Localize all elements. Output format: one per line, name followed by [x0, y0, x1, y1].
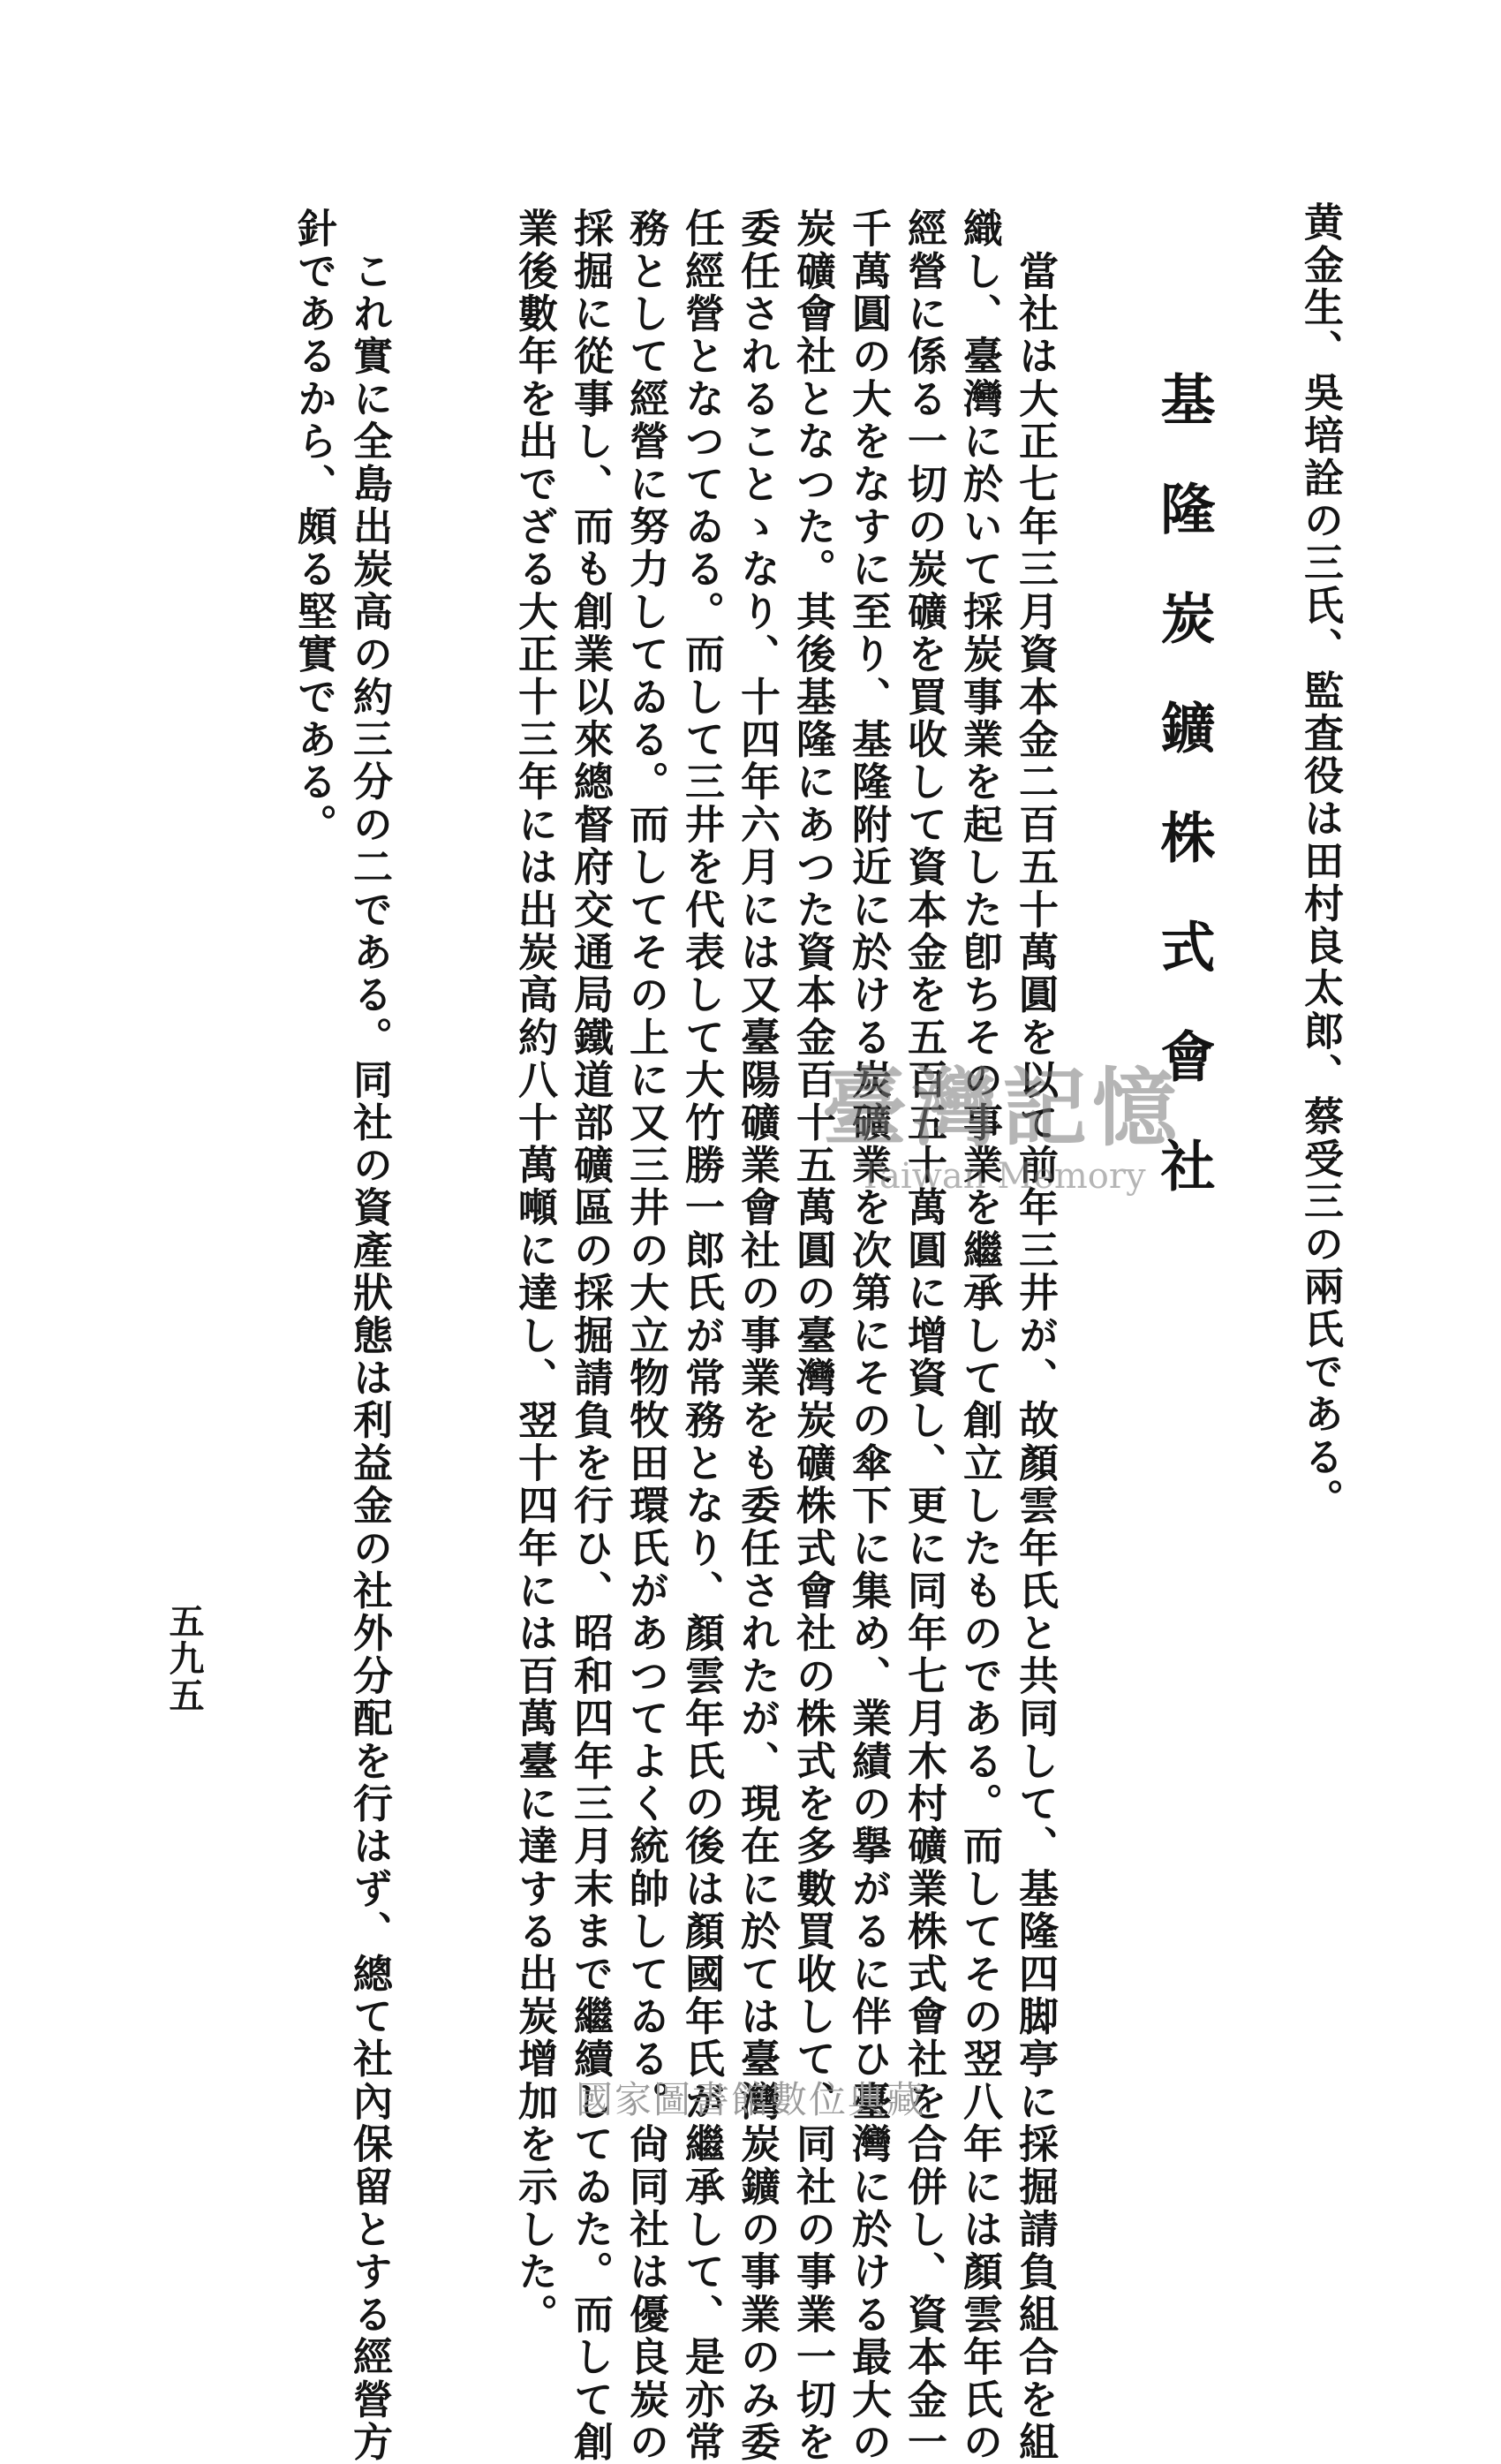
watermark-chinese: 臺灣記憶 [822, 1058, 1182, 1158]
watermark-english: Taiwan Memory [858, 1156, 1146, 1197]
text-column-12: これ實に全島出炭高の約三分の二である。同社の資產狀態は利益金の社外分配を行はず、總て社內保留とする經營方 [346, 208, 393, 2464]
footer-source: 國家圖書館數位典藏 [575, 2078, 925, 2121]
text-column-6: 炭礦會社となつた。其後基隆にあつた資本金百十五萬圓の臺灣炭礦株式會社の株式を多數買收して、同社の事業一切を [789, 208, 836, 2464]
text-column-13: 針であるから、頗る堅實である。 [290, 208, 337, 846]
text-column-1: 黄金生、吳培詮の三氏、監査役は田村良太郎、蔡受三の兩氏である。 [1297, 201, 1344, 1522]
text-column-5: 千萬圓の大をなすに至り、基隆附近に於ける炭礦業を次第にその傘下に集め、業績の擧がるに伴ひ臺灣に於ける最大の [845, 208, 892, 2464]
text-column-10: 採掘に從事し、而も創業以來總督府交通局鐵道部礦區の採掘請負を行ひ、昭和四年三月末まで繼續してゐた。而して創 [567, 208, 614, 2464]
text-column-3: 織し、臺灣に於いて採炭事業を起した卽ちその事業を繼承して創立したものである。而してその翌八年には顏雲年氏の [956, 208, 1003, 2464]
text-column-7: 委任されることゝなり、十四年六月には又臺陽礦業會社の事業をも委任されたが、現在に於ては臺灣炭鑛の事業のみ委 [734, 208, 781, 2464]
text-column-11: 業後數年を出でざる大正十三年には出炭高約八十萬噸に達し、翌十四年には百萬臺に達する出炭增加を示した。 [511, 208, 558, 2336]
section-title: 基隆炭鑛株式會社 [1151, 371, 1216, 1247]
text-column-9: 務として經營に努力してゐる。而してその上に又三井の大立物牧田環氏があつてよく統帥してゐる。尙同社は優良炭の [622, 208, 669, 2464]
text-column-2: 當社は大正七年三月資本金二百五十萬圓を以て前年三井が、故顏雲年氏と共同して、基隆四脚亭に採掘請負組合を組 [1012, 208, 1059, 2464]
page-number: 五九五 [163, 1603, 205, 1714]
text-column-8: 任經營となつてゐる。而して三井を代表して大竹勝一郎氏が常務となり、顏雲年氏の後は顏國年氏が繼承して、是亦常 [678, 208, 725, 2464]
text-column-4: 經營に係る一切の炭礦を買收して資本金を五百五十萬圓に增資し、更に同年七月木村礦業株式會社を合併し、資本金一 [901, 208, 947, 2464]
